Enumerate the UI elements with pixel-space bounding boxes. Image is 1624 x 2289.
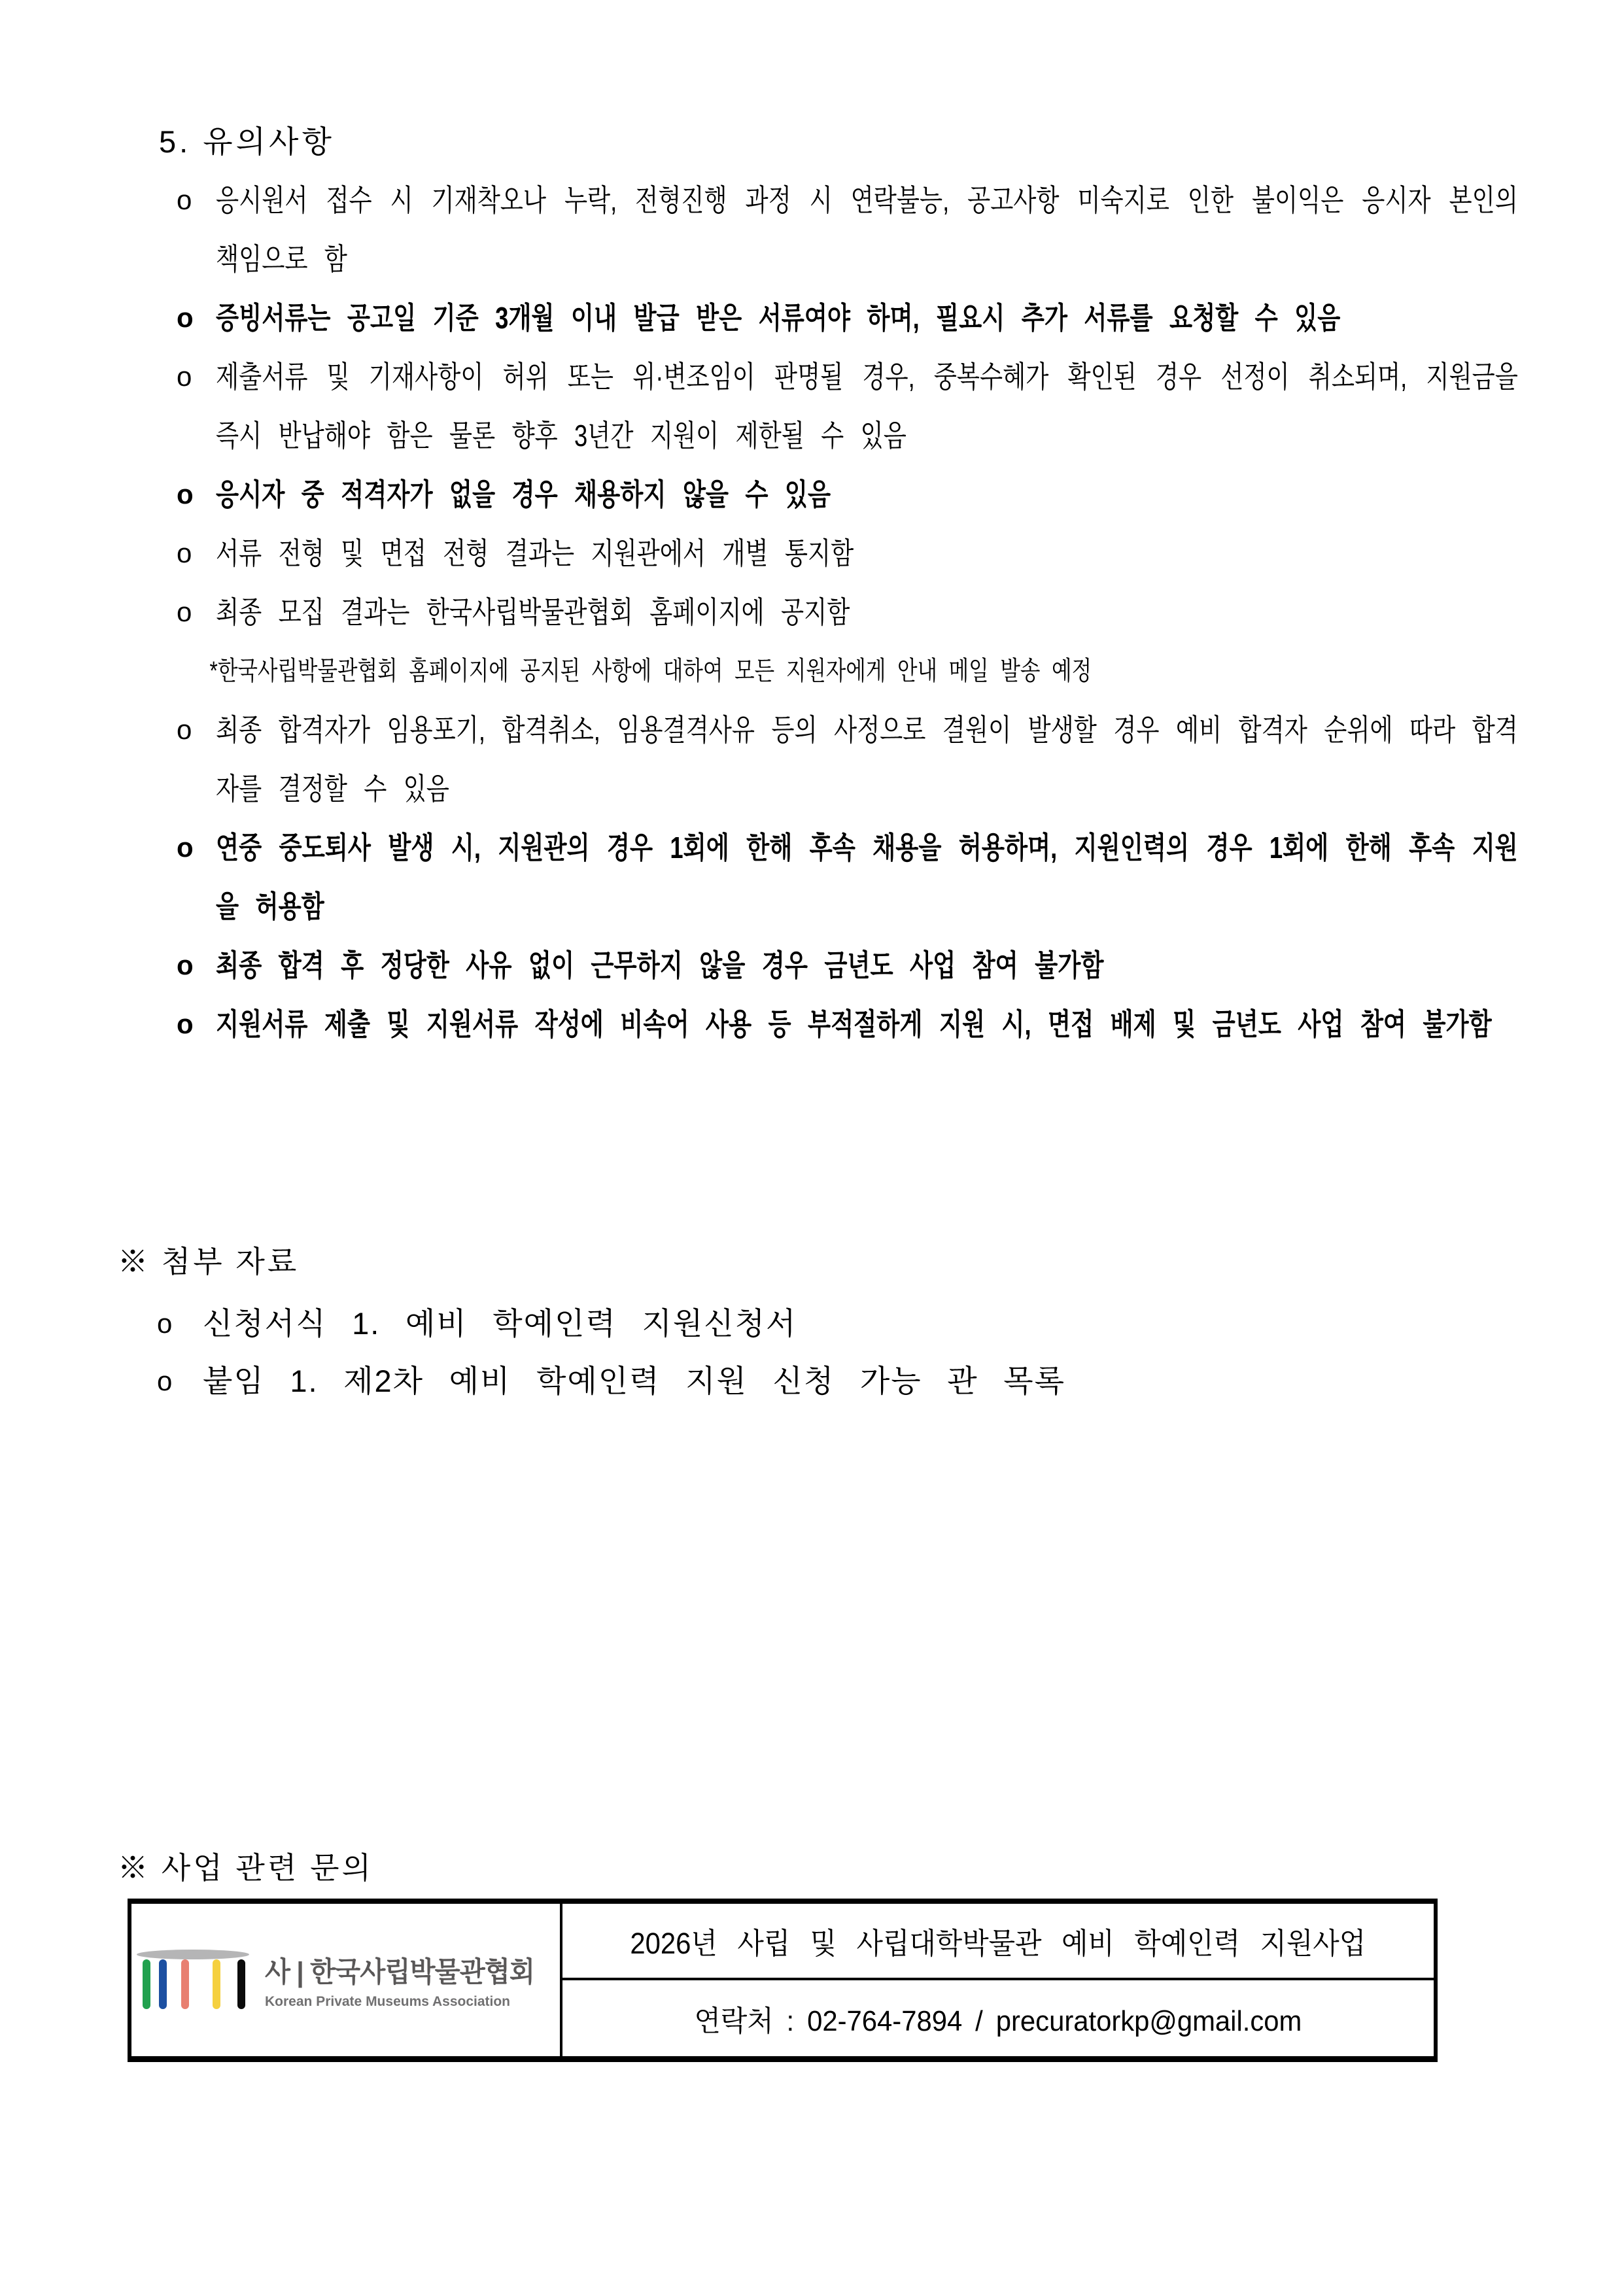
bullet-marker: o <box>157 1366 173 1396</box>
notice-text: 최종 합격자가 임용포기, 합격취소, 임용결격사유 등의 사정으로 결원이 발생할 경우 예비 합격자 순위에 따라 합격자를 결정할 수 있음 <box>216 713 1518 806</box>
inquiry-table <box>128 1899 1438 2062</box>
bullet-marker: o <box>177 361 192 392</box>
logo-bar-blue <box>159 1959 167 2009</box>
bullet-marker: o <box>177 184 192 215</box>
bullet-marker: o <box>177 479 194 509</box>
museum-pillars-icon <box>137 1950 249 2011</box>
bullet-marker: o <box>177 714 192 745</box>
logo-bar-coral <box>181 1959 189 2009</box>
bullet-marker: o <box>177 302 194 333</box>
org-name-korean: 사 | 한국사립박물관협회 <box>265 1957 535 1988</box>
inquiry-table-right-column <box>562 1904 1434 2056</box>
bullet-marker: o <box>177 596 192 627</box>
attachments-list <box>157 1295 1065 1410</box>
notice-item <box>177 583 1624 700</box>
kpma-logo <box>137 1950 551 2011</box>
notice-text-group <box>209 583 1518 700</box>
notice-item <box>177 936 1624 995</box>
logo-bar-yellow <box>213 1959 220 2009</box>
org-name-english: Korean Private Museums Association <box>265 1994 511 2009</box>
notice-item <box>177 700 1624 818</box>
notice-text: 연중 중도퇴사 발생 시, 지원관의 경우 1회에 한해 후속 채용을 허용하며, 지원인력의 경우 1회에 한해 후속 지원을 허용함 <box>216 831 1518 923</box>
notice-text: 응시원서 접수 시 기재착오나 누락, 전형진행 과정 시 연락불능, 공고사항 미숙지로 인한 불이익은 응시자 본인의 책임으로 함 <box>216 183 1518 276</box>
notice-item <box>177 465 1624 524</box>
bullet-marker: o <box>157 1308 173 1339</box>
contact-cell <box>562 1980 1434 2057</box>
notice-text: 최종 모집 결과는 한국사립박물관협회 홈페이지에 공지함 <box>216 595 850 629</box>
attachment-text: 신청서식 1. 예비 학예인력 지원신청서 <box>203 1306 797 1341</box>
inquiry-title: ※ 사업 관련 문의 <box>118 1851 373 1885</box>
logo-bar-green <box>143 1959 150 2009</box>
notice-text: 최종 합격 후 정당한 사유 없이 근무하지 않을 경우 금년도 사업 참여 불가함 <box>216 948 1104 982</box>
notice-item <box>177 288 1624 347</box>
bullet-marker: o <box>177 1008 194 1039</box>
logo-bar-black <box>237 1959 245 2009</box>
notice-item <box>177 995 1624 1054</box>
logo-roof-shape <box>137 1950 249 1959</box>
notice-text: 서류 전형 및 면접 전형 결과는 지원관에서 개별 통지함 <box>216 536 854 570</box>
notice-item <box>177 171 1624 288</box>
attachment-item <box>157 1295 1065 1352</box>
notice-item <box>177 347 1624 465</box>
notice-item <box>177 818 1624 936</box>
notice-text: 증빙서류는 공고일 기준 3개월 이내 발급 받은 서류여야 하며, 필요시 추가 서류를 요청할 수 있음 <box>216 301 1341 335</box>
notice-text: 지원서류 제출 및 지원서류 작성에 비속어 사용 등 부적절하게 지원 시, 면접 배제 및 금년도 사업 참여 불가함 <box>216 1007 1492 1041</box>
bullet-marker: o <box>177 832 194 863</box>
program-title-text: 2026년 사립 및 사립대학박물관 예비 학예인력 지원사업 <box>630 1926 1366 1960</box>
org-logo-cell <box>131 1904 562 2056</box>
notice-list <box>177 171 1624 1054</box>
bullet-marker: o <box>177 538 192 568</box>
org-name-block <box>265 1950 551 2010</box>
attachment-text: 붙임 1. 제2차 예비 학예인력 지원 신청 가능 관 목록 <box>203 1364 1065 1398</box>
program-title-cell <box>562 1904 1434 1980</box>
notice-text: 제출서류 및 기재사항이 허위 또는 위·변조임이 판명될 경우, 중복수혜가 확인된 경우 선정이 취소되며, 지원금을 즉시 반납해야 함은 물론 향후 3년간 지원이 제한될 수 있음 <box>216 360 1518 453</box>
notice-item <box>177 524 1624 583</box>
notice-footnote: *한국사립박물관협회 홈페이지에 공지된 사항에 대하여 모든 지원자에게 안내 메일 발송 예정 <box>209 657 1092 685</box>
attachment-item <box>157 1352 1065 1410</box>
contact-text: 연락처 : 02-764-7894 / precuratorkp@gmail.com <box>694 2005 1302 2037</box>
notice-text: 응시자 중 적격자가 없을 경우 채용하지 않을 수 있음 <box>216 477 831 511</box>
bullet-marker: o <box>177 950 194 980</box>
attachments-title: ※ 첨부 자료 <box>118 1245 300 1279</box>
section-5-title: 5. 유의사항 <box>159 124 335 159</box>
